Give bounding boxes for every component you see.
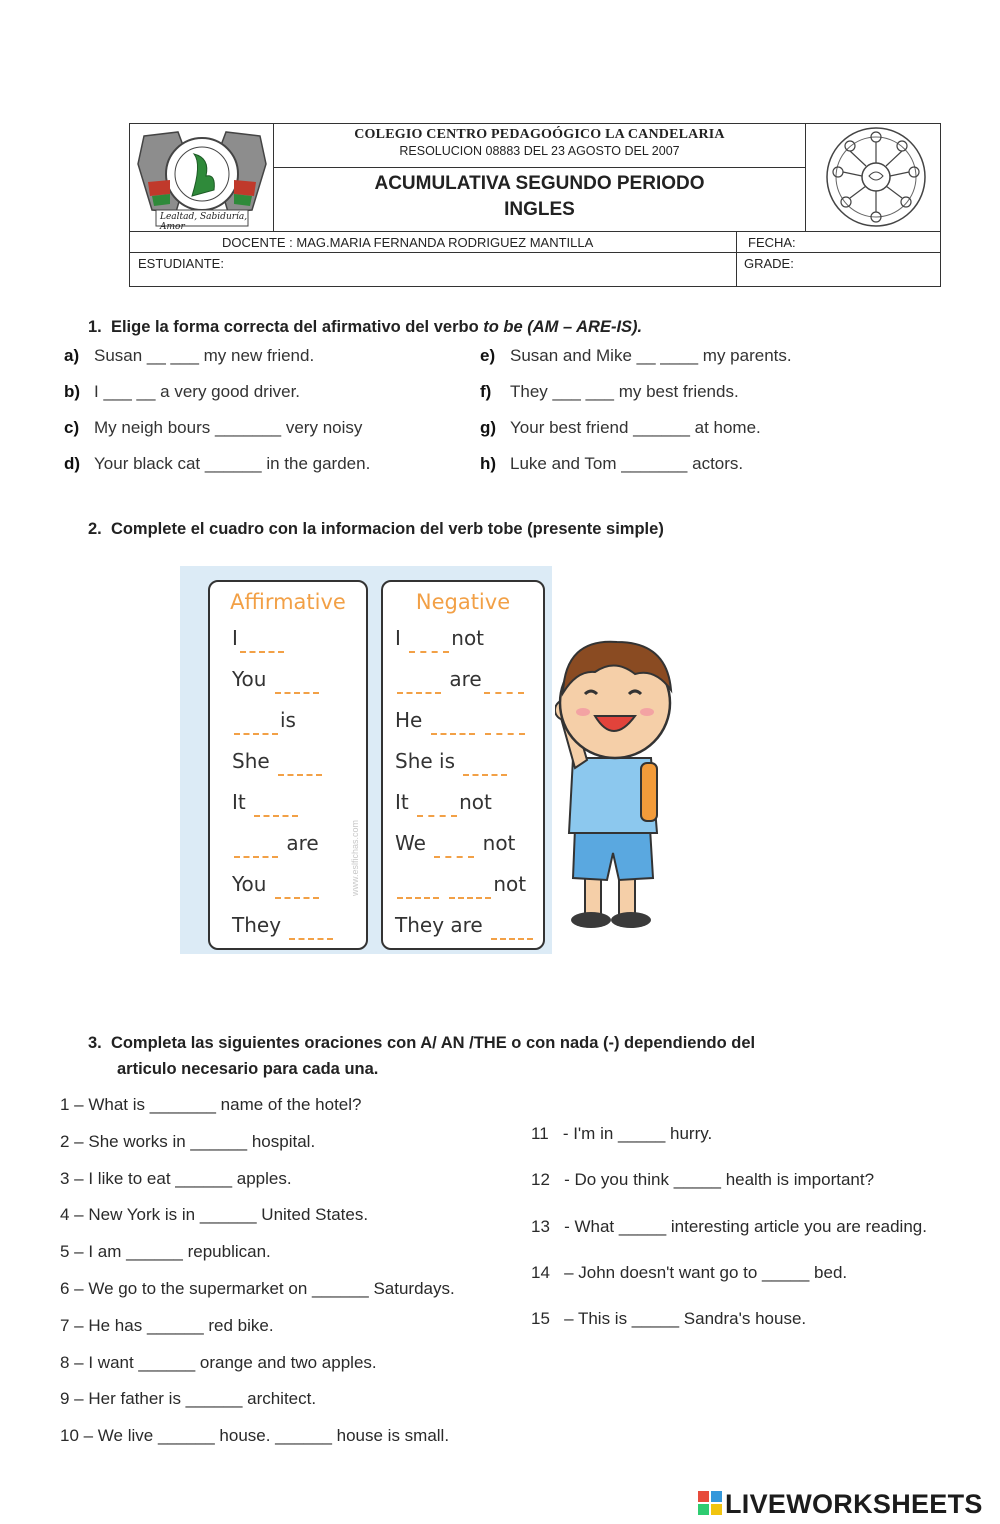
- resolution-text: RESOLUCION 08883 DEL 23 AGOSTO DEL 2007: [399, 144, 680, 158]
- section3-title: 3. Completa las siguientes oraciones con A/ AN /THE o con nada (-) dependiendo del articulo necesario para cada una.: [88, 1034, 756, 1078]
- article-item-15[interactable]: 15 – This is _____ Sandra's house.: [531, 1309, 807, 1328]
- exercise-b[interactable]: b) I ___ __ a very good driver.: [64, 382, 301, 401]
- aff-row-1[interactable]: I: [232, 626, 286, 653]
- teacher-label: DOCENTE : MAG.MARIA FERNANDA RODRIGUEZ MANTILLA: [222, 235, 594, 250]
- exercise-f[interactable]: f) They ___ ___ my best friends.: [480, 382, 739, 401]
- affirmative-card: [208, 580, 368, 950]
- exercise-h[interactable]: h) Luke and Tom _______ actors.: [480, 454, 744, 473]
- article-item-3[interactable]: 3 – I like to eat ______ apples.: [60, 1169, 292, 1188]
- liveworksheets-icon: [697, 1490, 723, 1516]
- teacher-row: [130, 231, 940, 253]
- liveworksheets-logo[interactable]: LIVEWORKSHEETS: [697, 1489, 983, 1520]
- date-label: FECHA:: [748, 235, 796, 250]
- article-item-2[interactable]: 2 – She works in ______ hospital.: [60, 1132, 316, 1151]
- article-item-13[interactable]: 13 - What _____ interesting article you are reading.: [531, 1217, 927, 1236]
- student-row: [130, 253, 940, 286]
- header-table: [129, 123, 941, 287]
- article-item-11[interactable]: 11 - I'm in _____ hurry.: [531, 1124, 713, 1143]
- aff-row-8[interactable]: They: [232, 913, 335, 940]
- grade-label: GRADE:: [744, 256, 794, 271]
- neg-row-7[interactable]: not: [395, 872, 526, 899]
- exercise-e[interactable]: e) Susan and Mike __ ____ my parents.: [480, 346, 792, 365]
- boy-illustration: [555, 628, 690, 940]
- section2-title: 2. Complete el cuadro con la informacion del verb tobe (presente simple): [88, 520, 664, 538]
- article-item-9[interactable]: 9 – Her father is ______ architect.: [60, 1389, 317, 1408]
- negative-card: [381, 580, 545, 950]
- article-item-7[interactable]: 7 – He has ______ red bike.: [60, 1316, 274, 1335]
- header-center: [274, 124, 806, 231]
- article-item-10[interactable]: 10 – We live ______ house. ______ house is small.: [60, 1426, 450, 1445]
- neg-row-1[interactable]: I not: [395, 626, 484, 653]
- exercise-g[interactable]: g) Your best friend ______ at home.: [480, 418, 761, 437]
- neg-row-2[interactable]: are: [395, 667, 526, 694]
- affirmative-title: Affirmative: [230, 590, 346, 614]
- watermark: www.eslfichas.com: [350, 820, 360, 897]
- exercise-c[interactable]: c) My neigh bours _______ very noisy: [64, 418, 363, 437]
- exercise-d[interactable]: d) Your black cat ______ in the garden.: [64, 454, 371, 473]
- school-logo: [130, 124, 274, 231]
- article-item-12[interactable]: 12 - Do you think _____ health is important?: [531, 1170, 875, 1189]
- school-name: COLEGIO CENTRO PEDAGOÓGICO LA CANDELARIA: [354, 127, 725, 142]
- negative-title: Negative: [415, 590, 511, 614]
- exam-title: ACUMULATIVA SEGUNDO PERIODO: [374, 173, 705, 194]
- aff-row-5[interactable]: It: [232, 790, 300, 817]
- neg-row-5[interactable]: It not: [395, 790, 492, 817]
- aff-row-3[interactable]: is: [232, 708, 296, 735]
- exercise-a[interactable]: a) Susan __ ___ my new friend.: [64, 346, 315, 365]
- article-item-4[interactable]: 4 – New York is in ______ United States.: [60, 1205, 369, 1224]
- article-item-6[interactable]: 6 – We go to the supermarket on ______ Saturdays.: [60, 1279, 455, 1298]
- aff-row-4[interactable]: She: [232, 749, 324, 776]
- student-label: ESTUDIANTE:: [138, 256, 224, 271]
- school-motto: Lealtad, Sabiduría, Amor: [160, 212, 248, 232]
- aff-row-2[interactable]: You: [232, 667, 321, 694]
- article-item-14[interactable]: 14 – John doesn't want go to _____ bed.: [531, 1263, 848, 1282]
- children-circle-logo: [806, 124, 942, 231]
- article-item-1[interactable]: 1 – What is _______ name of the hotel?: [60, 1095, 362, 1114]
- aff-row-6[interactable]: are: [232, 831, 319, 858]
- article-item-5[interactable]: 5 – I am ______ republican.: [60, 1242, 271, 1261]
- neg-row-8[interactable]: They are: [395, 913, 535, 940]
- neg-row-4[interactable]: She is: [395, 749, 509, 776]
- neg-row-6[interactable]: We not: [395, 831, 515, 858]
- aff-row-7[interactable]: You: [232, 872, 321, 899]
- section1-title: 1. Elige la forma correcta del afirmativo del verbo to be (AM – ARE-IS).: [88, 318, 643, 336]
- article-item-8[interactable]: 8 – I want ______ orange and two apples.: [60, 1353, 377, 1372]
- neg-row-3[interactable]: He: [395, 708, 527, 735]
- exam-subject: INGLES: [504, 199, 575, 220]
